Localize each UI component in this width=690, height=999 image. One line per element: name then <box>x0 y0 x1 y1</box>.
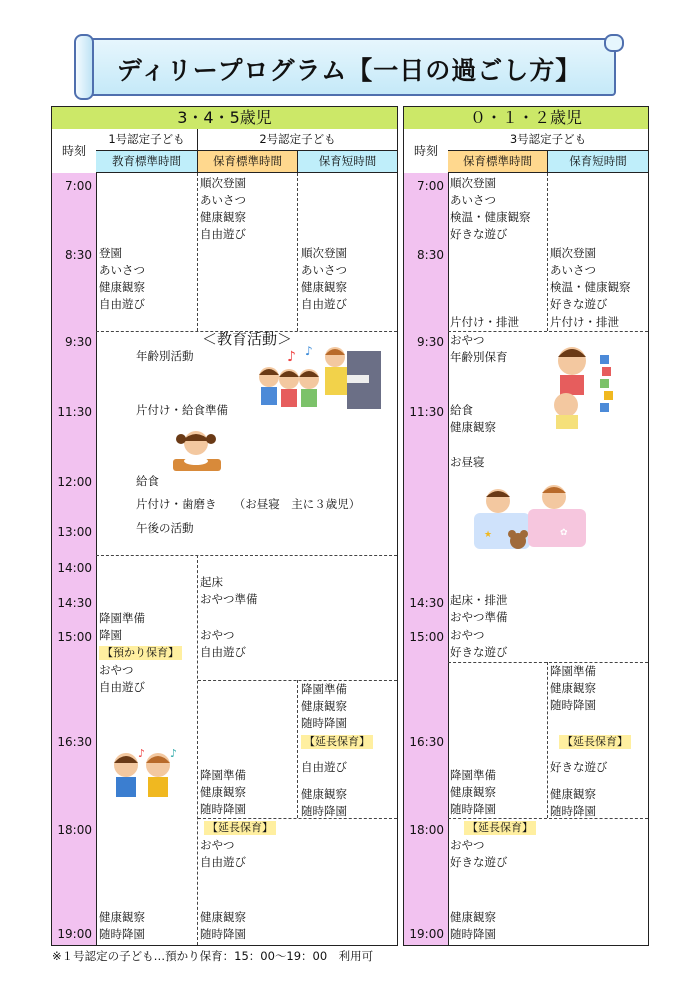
activity-text: 降園準備 降園 <box>99 611 145 642</box>
time-label: 16:30 <box>409 735 444 749</box>
time-label: 19:00 <box>409 927 444 941</box>
activity-text: 起床・排泄 おやつ準備 <box>450 593 508 624</box>
activity-text: 片付け・排泄 <box>550 315 619 329</box>
cert2-header: 2号認定子ども <box>198 129 397 151</box>
schedule-table-3-5 <box>51 106 398 946</box>
scroll-curl-right <box>604 34 624 52</box>
activity-text: 降園準備 健康観察 随時降園 <box>450 768 496 816</box>
time-label: 16:30 <box>57 735 92 749</box>
col-care-short: 保育短時間 <box>298 151 397 173</box>
sleeping-children-illustration <box>470 479 590 559</box>
children-playing-illustration <box>104 747 184 807</box>
time-label: 14:30 <box>409 596 444 610</box>
children-singing-piano-illustration <box>247 343 387 418</box>
activity-text: おやつ 自由遊び <box>99 663 145 694</box>
svg-text:♪: ♪ <box>170 747 178 760</box>
activity-text: おやつ 好きな遊び <box>450 628 508 659</box>
activity-text: 自由遊び <box>301 760 347 774</box>
footnote: ※１号認定の子ども…預かり保育：15：00〜19：00 利用可 <box>52 949 374 963</box>
activity-text: 降園準備 健康観察 随時降園 <box>550 664 596 712</box>
activity-text: 順次登園 あいさつ 検温・健康観察 好きな遊び <box>550 246 631 311</box>
age-header: ０・１・２歳児 <box>404 107 648 130</box>
time-label: 9:30 <box>65 335 92 349</box>
cert3-header: 3号認定子ども <box>448 129 648 151</box>
page-title: ディリープログラム【一日の過ごし方】 <box>116 56 582 85</box>
activity-text: 片付け・排泄 <box>450 315 519 329</box>
col-edu-standard: 教育標準時間 <box>96 151 198 173</box>
activity-text: 健康観察 随時降園 <box>301 787 347 818</box>
activity-text: 登園 あいさつ 健康観察 自由遊び <box>99 246 145 311</box>
activity-text: 順次登園 あいさつ 検温・健康観察 好きな遊び <box>450 176 531 241</box>
activity-text: 午後の活動 <box>136 521 194 535</box>
activity-text: おやつ 年齢別保育 <box>450 333 508 364</box>
activity-text: おやつ 好きな遊び <box>450 838 508 869</box>
time-column-header: 時刻 <box>52 129 97 174</box>
activity-text: 健康観察 随時降園 <box>99 910 145 941</box>
svg-text:✿: ✿ <box>560 528 568 538</box>
col-care-short: 保育短時間 <box>548 151 648 173</box>
title-banner <box>82 38 616 96</box>
activity-text: 起床 おやつ準備 <box>200 575 258 606</box>
activity-text: 健康観察 随時降園 <box>550 787 596 818</box>
activity-text: 順次登園 あいさつ 健康観察 自由遊び <box>200 176 246 241</box>
activity-text: 年齢別活動 <box>136 349 194 363</box>
time-label: 14:30 <box>57 596 92 610</box>
activity-text: 順次登園 あいさつ 健康観察 自由遊び <box>301 246 347 311</box>
activity-text: 給食 健康観察 <box>450 403 496 434</box>
time-label: 19:00 <box>57 927 92 941</box>
activity-text: おやつ 自由遊び <box>200 838 246 869</box>
time-label: 9:30 <box>417 335 444 349</box>
extended-care-tag: 【延長保育】 <box>204 821 276 835</box>
azukari-tag: 【預かり保育】 <box>99 646 182 660</box>
child-eating-illustration <box>165 425 227 477</box>
time-column-header: 時刻 <box>404 129 449 174</box>
extended-care-tag: 【延長保育】 <box>301 735 373 749</box>
education-title: ＜教育活動＞ <box>202 330 293 348</box>
time-label: 8:30 <box>417 248 444 262</box>
time-label: 18:00 <box>409 823 444 837</box>
svg-text:★: ★ <box>484 530 493 540</box>
time-label: 13:00 <box>57 525 92 539</box>
activity-text: 健康観察 随時降園 <box>450 910 496 941</box>
activity-text: 降園準備 健康観察 随時降園 <box>301 682 347 730</box>
cert1-header: 1号認定子ども <box>96 129 198 151</box>
age-header: 3・4・5歳児 <box>52 107 397 130</box>
time-label: 11:30 <box>57 405 92 419</box>
activity-text: 給食 <box>136 474 159 488</box>
time-label: 15:00 <box>57 630 92 644</box>
activity-text: 降園準備 健康観察 随時降園 <box>200 768 246 816</box>
time-label: 11:30 <box>409 405 444 419</box>
time-label: 7:00 <box>65 179 92 193</box>
svg-text:♪: ♪ <box>305 344 313 358</box>
time-label: 14:00 <box>57 561 92 575</box>
activity-text: お昼寝 <box>450 455 485 469</box>
activity-text: 片付け・給食準備 <box>136 403 228 417</box>
extended-care-tag: 【延長保育】 <box>464 821 536 835</box>
col-care-standard: 保育標準時間 <box>198 151 298 173</box>
toddlers-blocks-illustration <box>544 339 624 434</box>
time-label: 18:00 <box>57 823 92 837</box>
col-care-standard: 保育標準時間 <box>448 151 548 173</box>
svg-text:♪: ♪ <box>287 349 296 365</box>
extended-care-tag: 【延長保育】 <box>559 735 631 749</box>
activity-text: 好きな遊び <box>550 760 608 774</box>
activity-text: おやつ 自由遊び <box>200 628 246 659</box>
activity-text: 健康観察 随時降園 <box>200 910 246 941</box>
svg-text:♪: ♪ <box>138 747 146 760</box>
time-label: 8:30 <box>65 248 92 262</box>
time-label: 12:00 <box>57 475 92 489</box>
schedule-table-0-2 <box>403 106 649 946</box>
time-label: 7:00 <box>417 179 444 193</box>
time-label: 15:00 <box>409 630 444 644</box>
activity-text: 片付け・歯磨き （お昼寝 主に３歳児） <box>136 497 361 511</box>
